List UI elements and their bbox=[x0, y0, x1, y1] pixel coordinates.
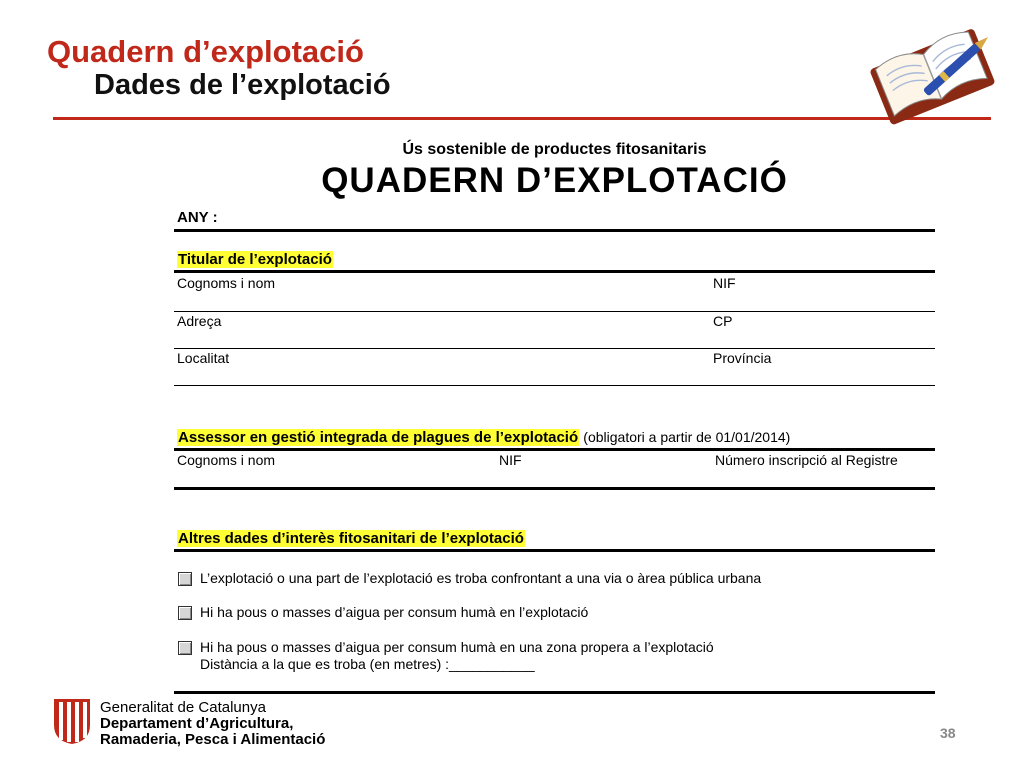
check-row-water-nearby bbox=[178, 641, 714, 673]
open-book-with-pen-icon bbox=[852, 10, 1004, 132]
form-rule bbox=[174, 385, 935, 386]
form-rule bbox=[174, 549, 935, 552]
advisor-note: (obligatori a partir de 01/01/2014) bbox=[583, 429, 791, 445]
form-rule bbox=[174, 448, 935, 451]
title-divider bbox=[53, 117, 991, 120]
check-text-water-in-farm: Hi ha pous o masses d’aigua per consum humà en l’explotació bbox=[200, 604, 589, 620]
advisor-heading-text: Assessor en gestió integrada de plagues de l’explotació bbox=[178, 429, 579, 446]
department-name-line1: Departament d’Agricultura, bbox=[100, 715, 294, 732]
check-text-water-nearby bbox=[200, 639, 714, 673]
holder-address-label: Adreça bbox=[177, 313, 222, 329]
checkbox-urban-area bbox=[178, 572, 192, 586]
generalitat-stripes-logo bbox=[52, 697, 92, 745]
checkbox-water-in-farm bbox=[178, 606, 192, 620]
check-label-water-nearby: Hi ha pous o masses d’aigua per consum humà en una zona propera a l’explotació bbox=[200, 639, 714, 655]
form-rule bbox=[174, 487, 935, 490]
form-rule bbox=[174, 229, 935, 232]
department-name-line2: Ramaderia, Pesca i Alimentació bbox=[100, 731, 326, 748]
distance-label: Distància a la que es troba (en metres) :___________ bbox=[200, 656, 535, 672]
check-row-water-in-farm bbox=[178, 606, 588, 621]
advisor-surname-label: Cognoms i nom bbox=[177, 452, 276, 468]
holder-heading-text: Titular de l’explotació bbox=[178, 251, 332, 268]
advisor-heading bbox=[177, 430, 790, 445]
checkbox-water-nearby bbox=[178, 641, 192, 655]
check-row-urban-area bbox=[178, 572, 761, 587]
holder-postcode-label: CP bbox=[713, 313, 733, 329]
form-image bbox=[174, 130, 935, 695]
form-rule bbox=[174, 348, 935, 349]
slide-subtitle: Dades de l’explotació bbox=[94, 69, 391, 101]
year-label: ANY : bbox=[177, 209, 218, 226]
advisor-registry-label: Número inscripció al Registre bbox=[715, 452, 898, 468]
page-number: 38 bbox=[940, 725, 956, 741]
other-heading bbox=[177, 531, 525, 546]
advisor-nif-label: NIF bbox=[499, 452, 522, 468]
org-name: Generalitat de Catalunya bbox=[100, 699, 266, 716]
holder-locality-label: Localitat bbox=[177, 350, 230, 366]
form-supertitle: Ús sostenible de productes fitosanitaris bbox=[402, 141, 707, 158]
check-text-urban-area: L’explotació o una part de l’explotació es troba confrontant a una via o àrea pública urbana bbox=[200, 570, 762, 586]
form-rule bbox=[174, 691, 935, 694]
holder-nif-label: NIF bbox=[713, 275, 736, 291]
slide-title: Quadern d’explotació bbox=[47, 34, 364, 69]
form-rule bbox=[174, 270, 935, 273]
form-rule bbox=[174, 311, 935, 312]
holder-heading bbox=[177, 252, 333, 267]
holder-province-label: Província bbox=[713, 350, 772, 366]
form-title: QUADERN D’EXPLOTACIÓ bbox=[321, 161, 788, 200]
holder-surname-label: Cognoms i nom bbox=[177, 275, 276, 291]
other-heading-text: Altres dades d’interès fitosanitari de l’explotació bbox=[178, 530, 524, 547]
